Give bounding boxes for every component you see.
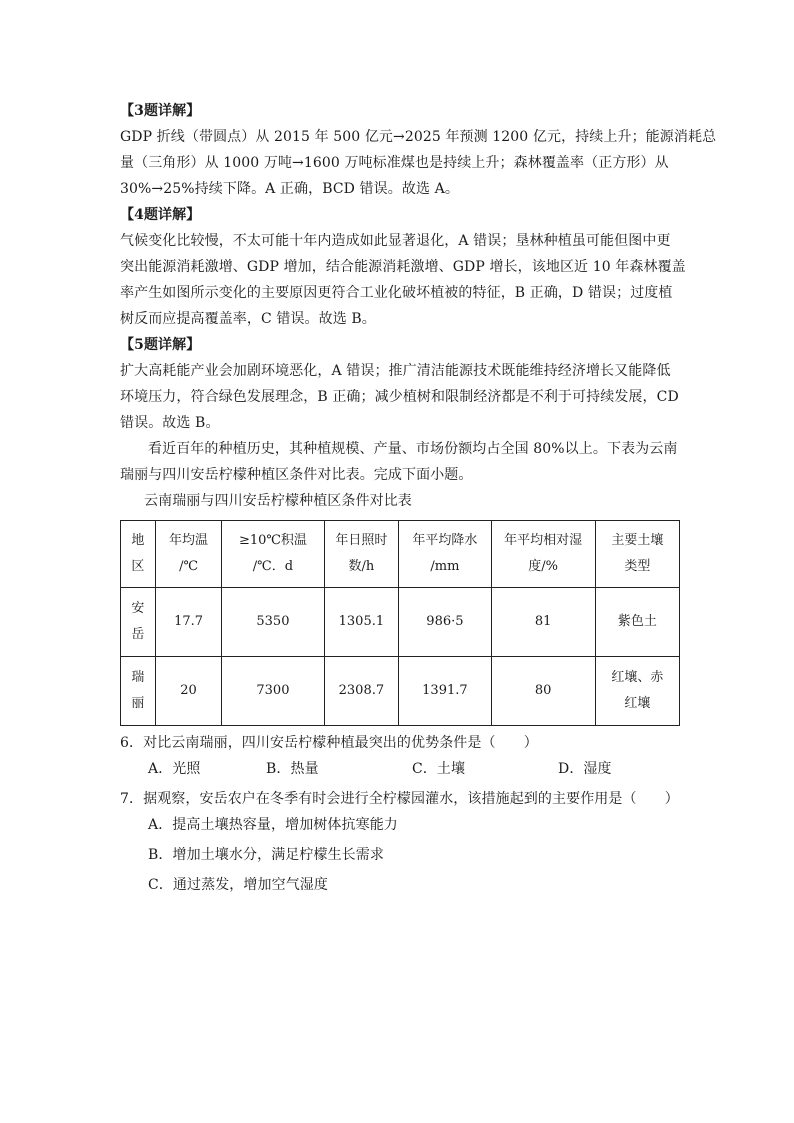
header-cell-soil: 主要土壤 类型 xyxy=(595,521,679,588)
header-cell-temp: 年均温 /℃ xyxy=(155,521,222,588)
question-7-stem: 7．据观察，安岳农户在冬季有时会进行全柠檬园灌水，该措施起到的主要作用是（ ） xyxy=(120,791,679,807)
section-3-line-3: 30%→25%持续下降。A 正确，BCD 错误。故选 A。 xyxy=(120,181,459,197)
table-row-ruili xyxy=(121,657,680,726)
section-5-line-1: 扩大高耗能产业会加剧环境恶化，A 错误；推广清洁能源技术既能维持经济增长又能降低 xyxy=(120,363,671,379)
section-5-line-2: 环境压力，符合绿色发展理念，B 正确；减少植树和限制经济都是不利于可持续发展，CD xyxy=(120,389,679,405)
question-6-option-d[interactable]: D．湿度 xyxy=(558,761,612,777)
question-6-option-c[interactable]: C．土壤 xyxy=(412,761,466,777)
header-cell-region: 地 区 xyxy=(121,521,156,588)
cell-rain: 986·5 xyxy=(399,588,491,657)
section-4-line-2: 突出能源消耗激增、GDP 增加，结合能源消耗激增、GDP 增长，该地区近 10 年森林覆盖 xyxy=(120,259,686,275)
cell-soil: 红壤、赤 红壤 xyxy=(595,657,679,726)
question-6-stem: 6．对比云南瑞丽，四川安岳柠檬种植最突出的优势条件是（ ） xyxy=(120,735,538,751)
question-6-option-b[interactable]: B．热量 xyxy=(266,761,319,777)
cell-region: 瑞 丽 xyxy=(121,657,156,726)
table-header-row xyxy=(121,521,680,588)
cell-accum: 7300 xyxy=(222,657,324,726)
question-7-option-a[interactable]: A．提高土壤热容量，增加树体抗寒能力 xyxy=(148,817,398,833)
section-4-heading: 【4题详解】 xyxy=(120,207,201,223)
cell-accum: 5350 xyxy=(222,588,324,657)
question-7-option-b[interactable]: B．增加土壤水分，满足柠檬生长需求 xyxy=(148,847,384,863)
table-row-anyue xyxy=(121,588,680,657)
cell-humidity: 81 xyxy=(491,588,595,657)
cell-temp: 20 xyxy=(155,657,222,726)
cell-sun: 1305.1 xyxy=(324,588,399,657)
section-4-line-1: 气候变化比较慢，不太可能十年内造成如此显著退化，A 错误；垦林种植虽可能但图中更 xyxy=(120,233,671,249)
section-3-heading: 【3题详解】 xyxy=(120,103,201,119)
question-7-option-c[interactable]: C．通过蒸发，增加空气湿度 xyxy=(148,877,329,893)
cell-rain: 1391.7 xyxy=(399,657,491,726)
cell-temp: 17.7 xyxy=(155,588,222,657)
question-6-option-a[interactable]: A．光照 xyxy=(148,761,201,777)
cell-humidity: 80 xyxy=(491,657,595,726)
header-cell-rain: 年平均降水 /mm xyxy=(399,521,491,588)
comparison-table xyxy=(120,520,680,726)
intro-line-2: 瑞丽与四川安岳柠檬种植区条件对比表。完成下面小题。 xyxy=(120,467,473,483)
section-5-line-3: 错误。故选 B。 xyxy=(120,415,220,431)
document-page xyxy=(120,98,717,898)
header-cell-sun: 年日照时 数/h xyxy=(324,521,399,588)
section-3-line-2: 量（三角形）从 1000 万吨→1600 万吨标准煤也是持续上升；森林覆盖率（正方形）从 xyxy=(120,155,669,171)
question-6-options xyxy=(120,756,680,782)
header-cell-humidity: 年平均相对湿 度/% xyxy=(491,521,595,588)
cell-sun: 2308.7 xyxy=(324,657,399,726)
section-4-line-4: 树反而应提高覆盖率，C 错误。故选 B。 xyxy=(120,311,376,327)
cell-soil: 紫色土 xyxy=(595,588,679,657)
table-caption: 云南瑞丽与四川安岳柠檬种植区条件对比表 xyxy=(144,493,412,509)
cell-region: 安 岳 xyxy=(121,588,156,657)
intro-line-1: 看近百年的种植历史，其种植规模、产量、市场份额均占全国 80%以上。下表为云南 xyxy=(148,441,678,457)
header-cell-accum: ≥10℃积温 /℃．d xyxy=(222,521,324,588)
section-5-heading: 【5题详解】 xyxy=(120,337,201,353)
section-4-line-3: 率产生如图所示变化的主要原因更符合工业化破坏植被的特征，B 正确，D 错误；过度植 xyxy=(120,285,673,301)
section-3-line-1: GDP 折线（带圆点）从 2015 年 500 亿元→2025 年预测 1200 亿元，持续上升；能源消耗总 xyxy=(120,129,717,145)
